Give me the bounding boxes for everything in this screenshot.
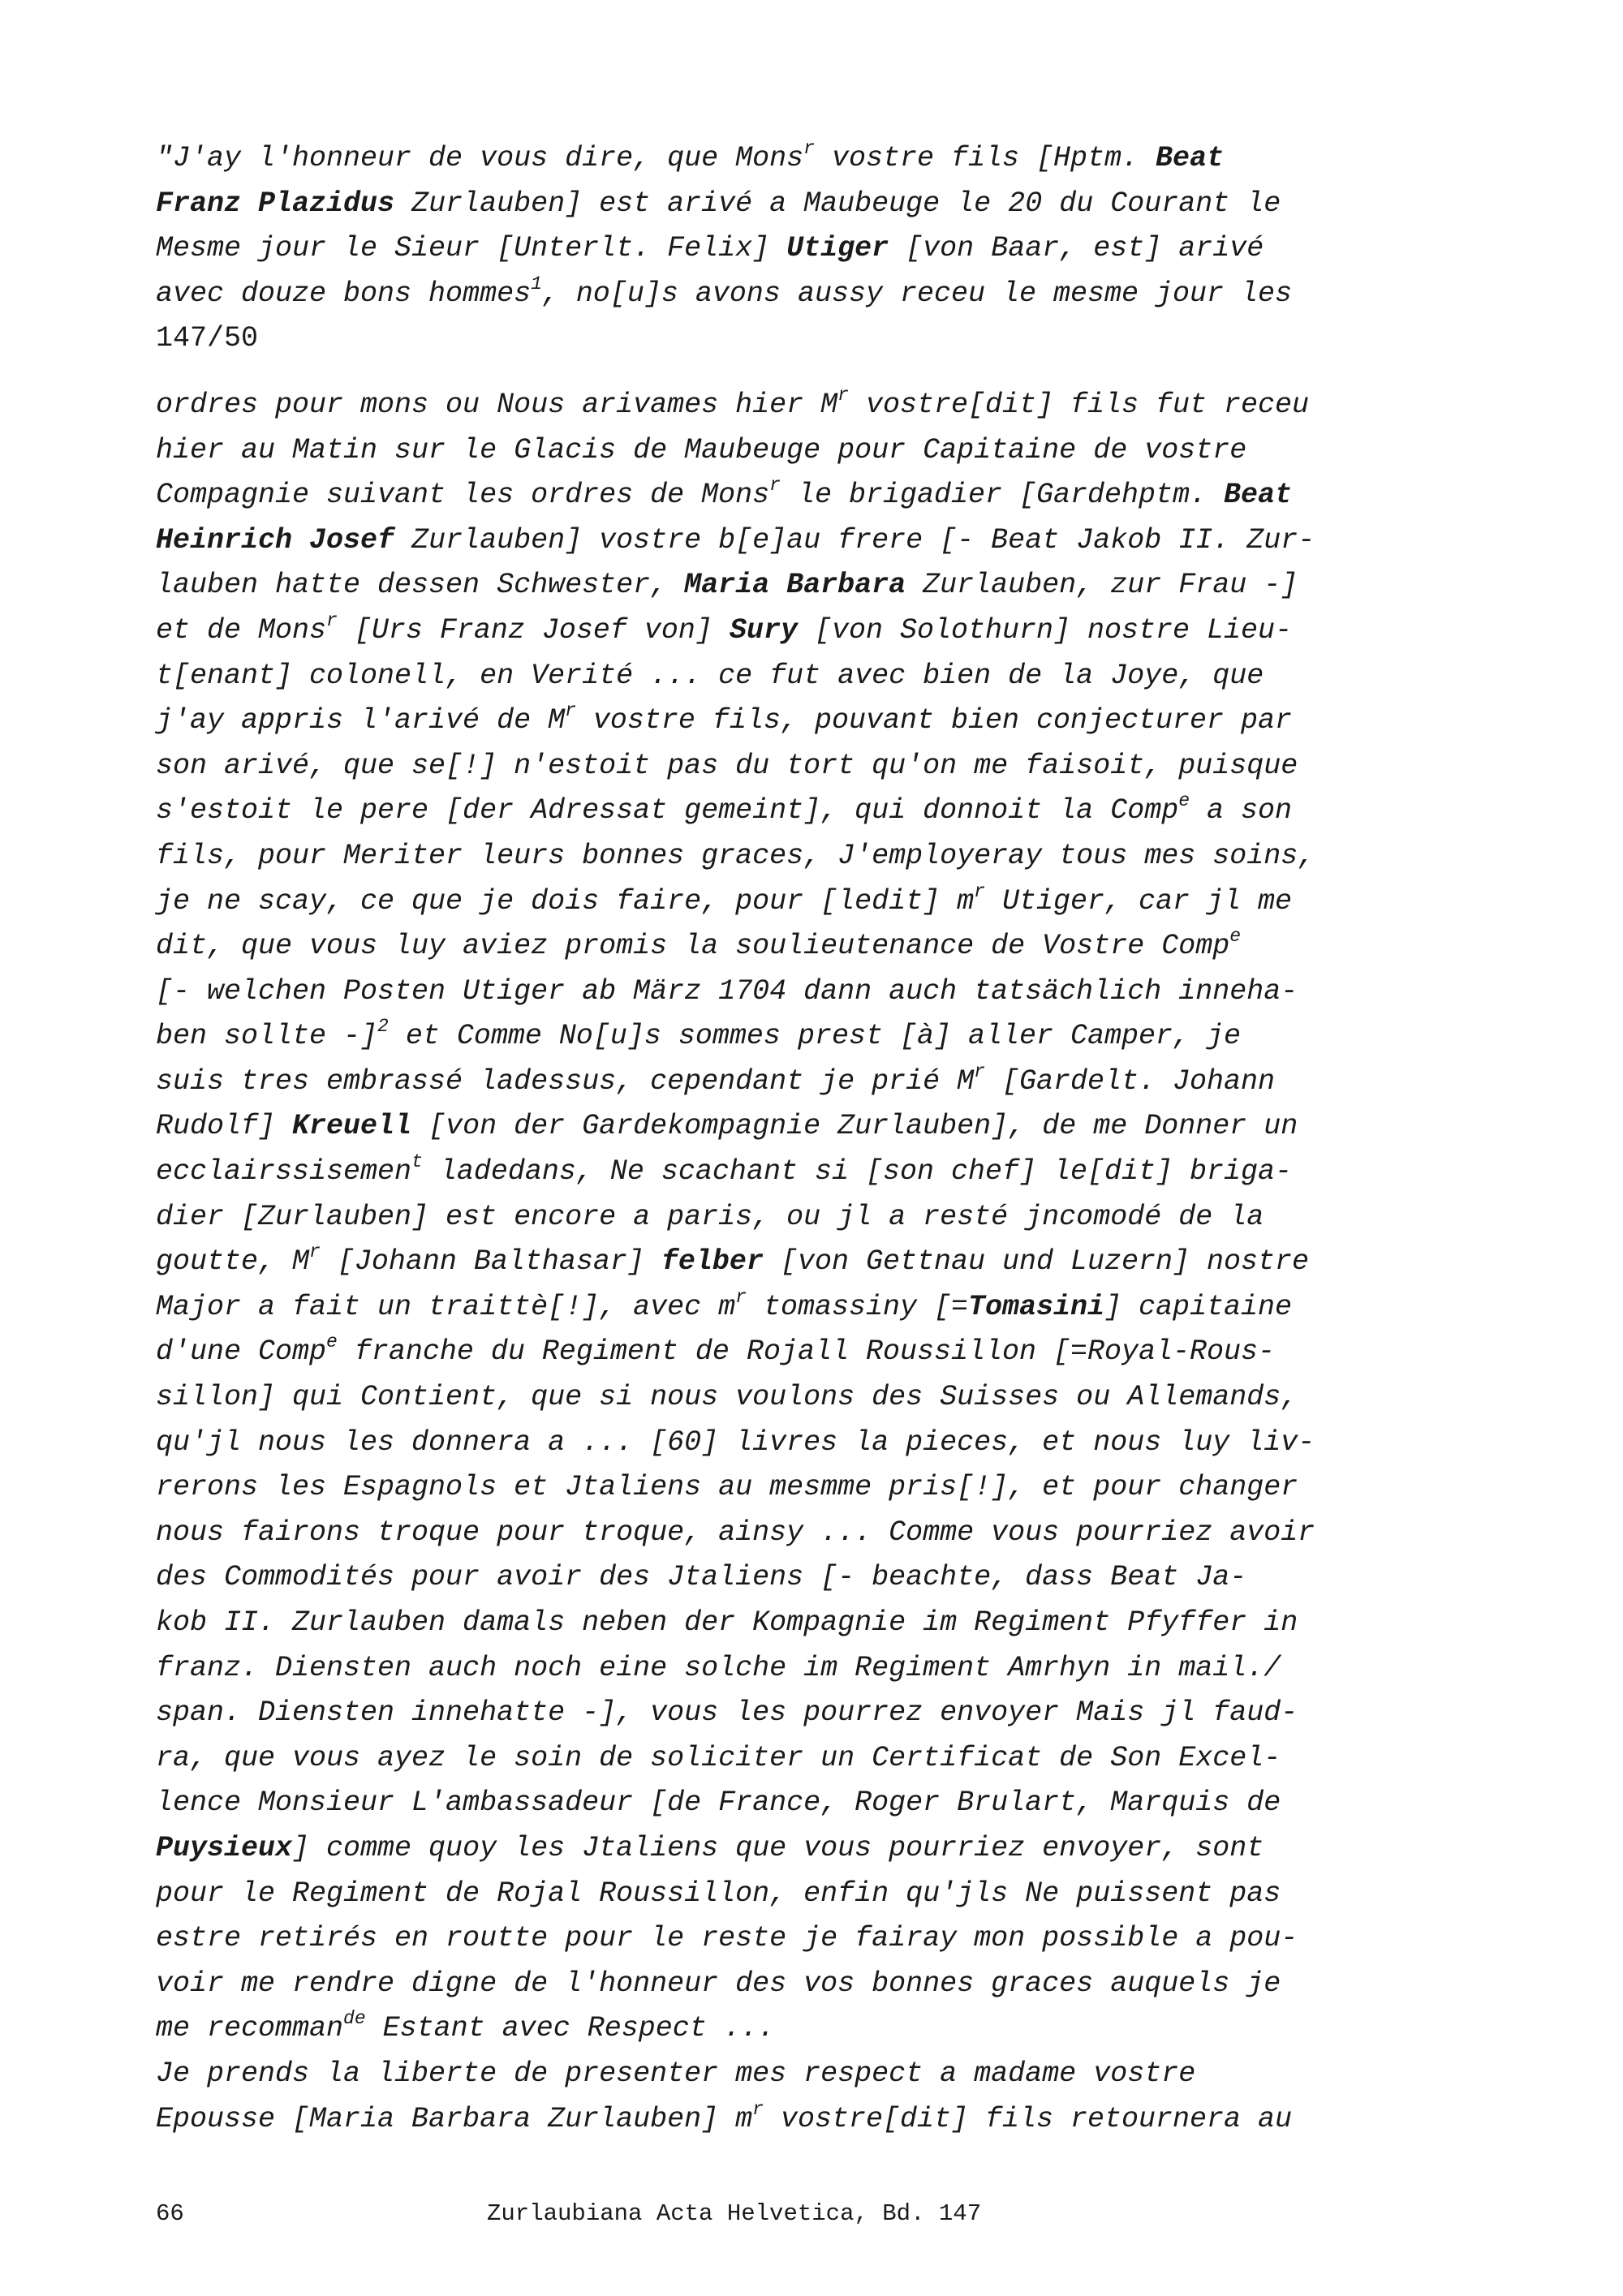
text-run: d'une Comp xyxy=(156,1335,327,1369)
bold-name: Beat xyxy=(1156,142,1225,174)
text-run: franche du Regiment de Rojall Roussillon [=Royal-Rous- xyxy=(337,1335,1276,1369)
superscript: r xyxy=(565,700,576,722)
text-line xyxy=(156,1240,1422,1285)
superscript: r xyxy=(752,2098,764,2120)
superscript: e xyxy=(1178,790,1190,812)
bold-name: Puysieux xyxy=(156,1831,293,1864)
paragraph-continuation xyxy=(156,383,1422,2142)
text-line xyxy=(156,473,1422,518)
text-line xyxy=(156,1150,1422,1195)
text-line xyxy=(156,654,1422,699)
text-run: ecclairssisemen xyxy=(156,1155,412,1189)
text-run: pour le Regiment de Rojal Roussillon, enfin qu'jls Ne puissent pas xyxy=(156,1877,1281,1910)
superscript: r xyxy=(769,475,781,497)
text-run: qu'jl nous les donnera a ... [60] livres la pieces, et nous luy liv- xyxy=(156,1425,1315,1459)
text-run: Major a fait un traittè[!], avec m xyxy=(156,1290,736,1323)
superscript: e xyxy=(1229,926,1242,948)
text-run: franz. Diensten auch noch eine solche im Regiment Amrhyn in mail./ xyxy=(156,1651,1281,1684)
text-run: dit, que vous luy aviez promis la soulieutenance de Vostre Comp xyxy=(156,930,1230,963)
text-run: vostre[dit] fils retournera au xyxy=(763,2102,1293,2135)
bold-name: Heinrich Josef xyxy=(156,523,395,557)
bold-name: Beat xyxy=(1224,479,1293,512)
text-run: Je prends la liberte de presenter mes respect a madame vostre xyxy=(156,2057,1196,2090)
text-run: ladedans, Ne scachant si [son chef] le[dit] briga- xyxy=(422,1155,1293,1189)
text-run: son arivé, que se[!] n'estoit pas du tort qu'on me faisoit, puisque xyxy=(156,749,1298,782)
bold-name: Sury xyxy=(729,613,798,647)
text-run: voir me rendre digne de l'honneur des vos bonnes graces auquels je xyxy=(156,1967,1281,2000)
text-run: [von Solothurn] nostre Lieu- xyxy=(797,613,1293,647)
text-line xyxy=(156,428,1422,474)
text-run: ] capitaine xyxy=(1104,1290,1293,1323)
superscript: r xyxy=(837,384,849,406)
text-line xyxy=(156,1781,1422,1826)
superscript: r xyxy=(735,1286,747,1308)
bold-name: Franz Plazidus xyxy=(156,187,395,220)
text-run: avec douze bons hommes xyxy=(156,277,532,310)
text-line xyxy=(156,608,1422,654)
text-line xyxy=(156,1330,1422,1375)
text-run: [von der Gardekompagnie Zurlauben], de me Donner un xyxy=(411,1110,1298,1143)
text-run: Zurlauben] vostre b[e]au frere [- Beat Jakob II. Zur- xyxy=(394,523,1315,557)
text-line xyxy=(156,1014,1422,1060)
page-number: 66 xyxy=(156,2200,184,2227)
text-line xyxy=(156,970,1422,1015)
text-line xyxy=(156,1601,1422,1646)
text-run: des Commodités pour avoir des Jtaliens [- beachte, dass Beat Ja- xyxy=(156,1561,1247,1594)
text-line xyxy=(156,226,1422,272)
text-line xyxy=(156,1104,1422,1150)
text-run: estre retirés en routte pour le reste je fairay mon possible a pou- xyxy=(156,1922,1298,1955)
superscript: 2 xyxy=(377,1016,389,1038)
text-run: tomassiny [= xyxy=(746,1290,968,1323)
text-line xyxy=(156,1285,1422,1331)
text-line xyxy=(156,272,1422,317)
text-run: lence Monsieur L'ambassadeur [de France, Roger Brulart, Marquis de xyxy=(156,1786,1281,1820)
text-line xyxy=(156,1736,1422,1782)
text-line xyxy=(156,834,1422,879)
journal-title: Zurlaubiana Acta Helvetica, Bd. 147 xyxy=(487,2200,982,2227)
text-line xyxy=(156,1691,1422,1736)
text-run: [Urs Franz Josef von] xyxy=(337,613,730,647)
text-line xyxy=(156,1465,1422,1511)
superscript: r xyxy=(309,1241,321,1263)
text-line xyxy=(156,563,1422,608)
text-run: Compagnie suivant les ordres de Mons xyxy=(156,479,770,512)
text-run: [Johann Balthasar] xyxy=(320,1245,661,1279)
superscript: e xyxy=(326,1331,338,1353)
superscript: de xyxy=(343,2008,366,2030)
text-run: vostre[dit] fils fut receu xyxy=(848,388,1310,421)
text-run: vostre fils, pouvant bien conjecturer par xyxy=(575,704,1293,737)
text-line xyxy=(156,1555,1422,1601)
superscript: 1 xyxy=(531,273,542,295)
text-line xyxy=(156,789,1422,834)
text-run: dier [Zurlauben] est encore a paris, ou jl a resté jncomodé de la xyxy=(156,1200,1264,1233)
superscript: t xyxy=(411,1151,423,1173)
text-line xyxy=(156,1421,1422,1466)
text-run: Estant avec Respect ... xyxy=(365,2012,775,2045)
text-run: ] comme quoy les Jtaliens que vous pourriez envoyer, sont xyxy=(292,1831,1264,1864)
text-run: a son xyxy=(1190,794,1293,828)
text-line xyxy=(156,1826,1422,1872)
text-run: me recomman xyxy=(156,2012,344,2045)
superscript: r xyxy=(974,1060,985,1082)
text-run: rerons les Espagnols et Jtaliens au mesmme pris[!], et pour changer xyxy=(156,1471,1298,1504)
text-run: hier au Matin sur le Glacis de Maubeuge pour Capitaine de vostre xyxy=(156,433,1247,467)
text-run: je ne scay, ce que je dois faire, pour [ledit] m xyxy=(156,884,975,918)
text-run: sillon] qui Contient, que si nous voulons des Suisses ou Allemands, xyxy=(156,1381,1298,1414)
text-run: nous fairons troque pour troque, ainsy ... Comme vous pourriez avoir xyxy=(156,1516,1315,1549)
text-run: j'ay appris l'arivé de M xyxy=(156,704,566,737)
text-run: suis tres embrassé ladessus, cependant je prié M xyxy=(156,1064,975,1098)
text-run: Zurlauben] est arivé a Maubeuge le 20 du Courant le xyxy=(394,187,1281,220)
text-line xyxy=(156,924,1422,970)
text-line xyxy=(156,1646,1422,1692)
text-line xyxy=(156,2006,1422,2052)
text-run: ordres pour mons ou Nous arivames hier M xyxy=(156,388,838,421)
text-run: lauben hatte dessen Schwester, xyxy=(156,569,685,602)
text-line xyxy=(156,1195,1422,1240)
text-line xyxy=(156,879,1422,925)
text-run: t[enant] colonell, en Verité ... ce fut avec bien de la Joye, que xyxy=(156,659,1264,692)
text-line xyxy=(156,1060,1422,1105)
paragraph-opening xyxy=(156,136,1422,316)
text-line xyxy=(156,1916,1422,1962)
text-run: kob II. Zurlauben damals neben der Kompagnie im Regiment Pfyffer in xyxy=(156,1606,1298,1639)
text-line xyxy=(156,136,1422,182)
text-run: [von Baar, est] arivé xyxy=(889,232,1264,265)
text-run: Utiger, car jl me xyxy=(984,884,1293,918)
text-line xyxy=(156,1872,1422,1917)
bold-name: Utiger xyxy=(786,232,889,265)
page-footer xyxy=(156,2200,1422,2236)
text-line xyxy=(156,744,1422,789)
superscript: r xyxy=(803,138,815,159)
bold-name: felber xyxy=(661,1245,764,1279)
text-run: goutte, M xyxy=(156,1245,310,1279)
text-run: Mesme jour le Sieur [Unterlt. Felix] xyxy=(156,232,787,265)
text-run: "J'ay l'honneur de vous dire, que Mons xyxy=(156,142,804,174)
text-run: [Gardelt. Johann xyxy=(984,1064,1276,1098)
text-run: [- welchen Posten Utiger ab März 1704 dann auch tatsächlich inneha- xyxy=(156,974,1298,1008)
superscript: r xyxy=(974,880,985,902)
text-line xyxy=(156,1962,1422,2007)
text-run: Epousse [Maria Barbara Zurlauben] m xyxy=(156,2102,753,2135)
text-line xyxy=(156,518,1422,564)
text-run: et de Mons xyxy=(156,613,327,647)
text-run: fils, pour Meriter leurs bonnes graces, J'employeray tous mes soins, xyxy=(156,839,1315,872)
text-line xyxy=(156,383,1422,428)
text-line xyxy=(156,2052,1422,2097)
letter-transcription xyxy=(156,136,1422,2142)
superscript: r xyxy=(326,609,338,631)
archive-page-reference: 147/50 xyxy=(156,322,259,355)
text-run: [von Gettnau und Luzern] nostre xyxy=(763,1245,1310,1279)
text-line xyxy=(156,699,1422,744)
text-run: Rudolf] xyxy=(156,1110,293,1143)
text-line xyxy=(156,2097,1422,2143)
text-run: et Comme No[u]s sommes prest [à] aller Camper, je xyxy=(388,1020,1242,1053)
text-line xyxy=(156,1375,1422,1421)
bold-name: Tomasini xyxy=(967,1290,1105,1323)
text-run: s'estoit le pere [der Adressat gemeint], qui donnoit la Comp xyxy=(156,794,1179,828)
text-run: le brigadier [Gardehptm. xyxy=(780,479,1225,512)
text-run: ben sollte -] xyxy=(156,1020,378,1053)
bold-name: Maria Barbara xyxy=(684,569,906,602)
text-line xyxy=(156,1511,1422,1556)
text-run: ra, que vous ayez le soin de soliciter un Certificat de Son Excel- xyxy=(156,1741,1281,1774)
bold-name: Kreuell xyxy=(292,1110,412,1143)
text-run: , no[u]s avons aussy receu le mesme jour les xyxy=(541,277,1293,310)
text-line xyxy=(156,182,1422,227)
text-run: vostre fils [Hptm. xyxy=(814,142,1156,174)
text-run: Zurlauben, zur Frau -] xyxy=(906,569,1298,602)
text-run: span. Diensten innehatte -], vous les pourrez envoyer Mais jl faud- xyxy=(156,1696,1298,1730)
paragraph-spacer xyxy=(156,362,1422,383)
